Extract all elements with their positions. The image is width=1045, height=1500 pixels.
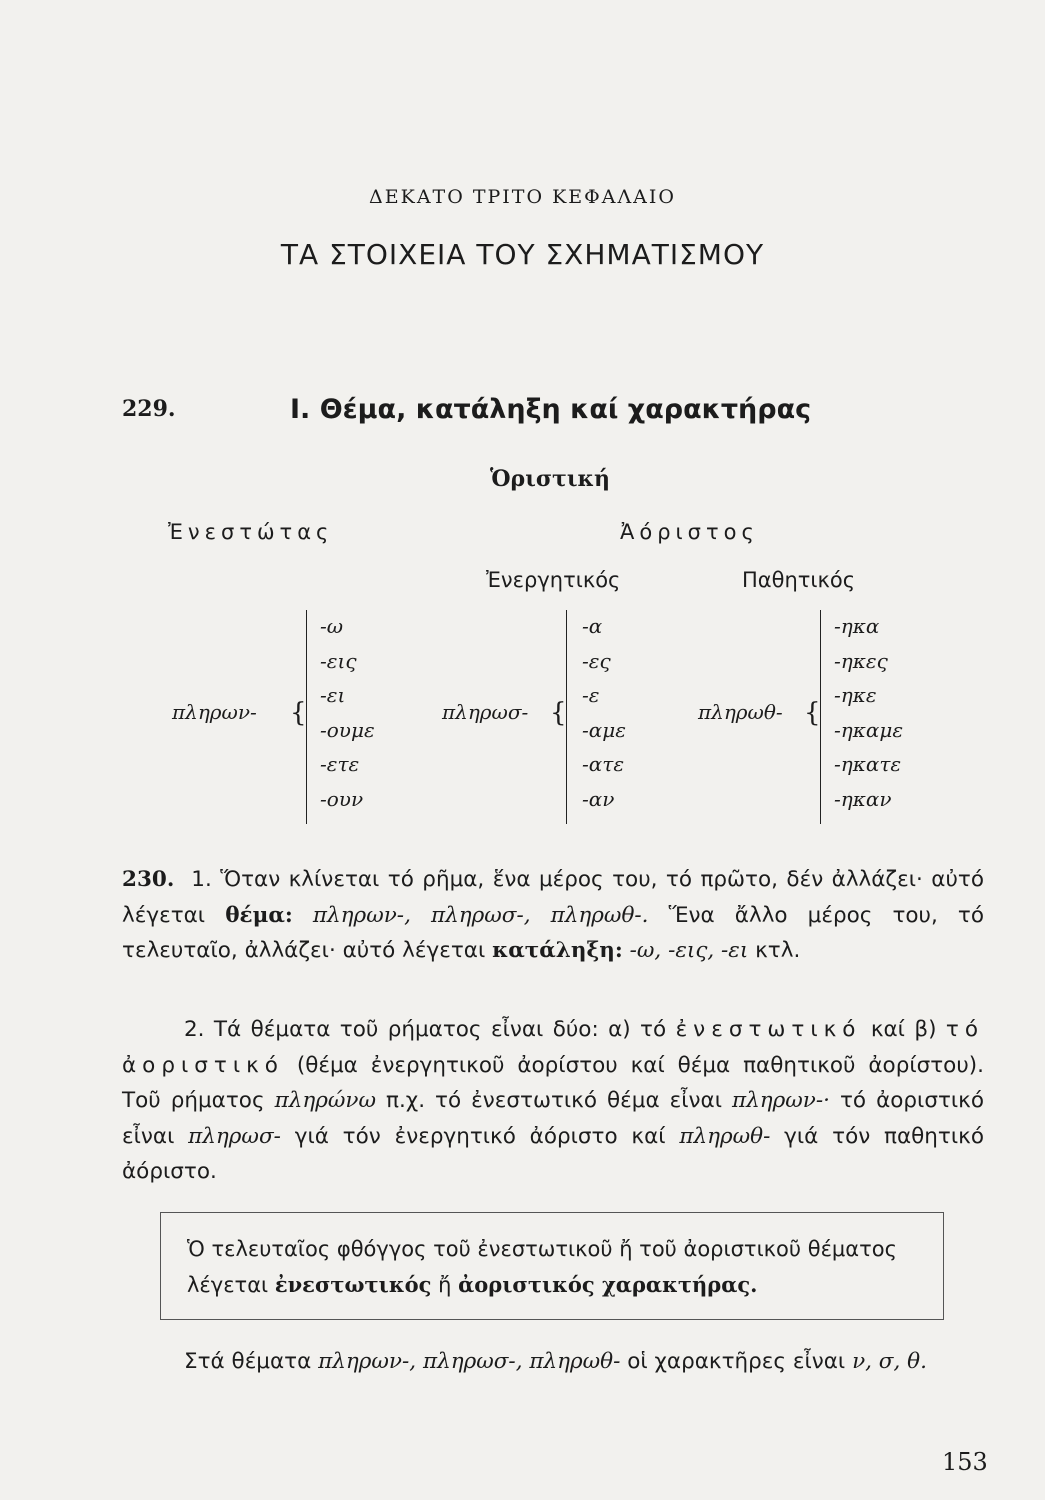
present-stem: πληρων- (172, 700, 257, 724)
chapter-title: ΤΑ ΣΤΟΙΧΕΙΑ ΤΟΥ ΣΧΗΜΑΤΙΣΜΟΥ (280, 238, 765, 271)
present-header: Ἐνεστώτας (168, 520, 334, 544)
term-aorist-character: ἀοριστικός χαρακτήρας. (458, 1272, 758, 1297)
paragraph-230-1: 230. 1. Ὅταν κλίνεται τό ρῆμα, ἕνα μέρος του, τό πρῶτο, δέν ἀλλάζει· αὐτό λέγεται θέμα: πληρων-, πληρωσ-, πληρωθ-. Ἕνα ἄλλο μέρος του, τό τελευταῖο, ἀλλάζει· αὐτό λέγεται κατάληξη: -ω, -εις, -ει κτλ. (122, 867, 985, 963)
aorist-passive-endings (834, 612, 903, 819)
section-number-229: 229. (122, 396, 176, 422)
ending: -ατε (582, 752, 625, 776)
brace-tip: { (550, 698, 567, 728)
ending: -ε (582, 683, 600, 707)
rule-box: Ὁ τελευταῖος φθόγγος τοῦ ἐνεστωτικοῦ ἤ τοῦ ἀοριστικοῦ θέματος λέγεται ἐνεστωτικός ἤ ἀοριστικός χαρακτήρας. (160, 1212, 944, 1320)
page-number: 153 (942, 1448, 988, 1476)
active-header: Ἐνεργητικός (486, 568, 621, 592)
aorist-active-endings (582, 612, 626, 819)
section-title: Ι. Θέμα, κατάληξη καί χαρακτήρας (290, 394, 812, 425)
aorist-active-stem: πληρωσ- (442, 700, 529, 724)
ending: -ω (320, 614, 344, 638)
aorist-passive-stem: πληρωθ- (698, 700, 783, 724)
brace-tip: { (804, 698, 821, 728)
ending: -ουν (320, 786, 364, 811)
section-number-230: 230. (122, 867, 175, 892)
mood-header: Ὁριστική (490, 466, 610, 492)
term-stem: θέμα: (225, 902, 293, 928)
ending: -εις (320, 648, 357, 673)
ending: -ηκα (834, 614, 880, 638)
paragraph-230-2: 2. Τά θέματα τοῦ ρήματος εἶναι δύο: α) τό ἐνεστωτικό καί β) τό ἀοριστικό (θέμα ἐνεργητικοῦ ἀορίστου καί θέμα παθητικοῦ ἀορίστου). Τοῦ ρήματος πληρώνω π.χ. τό ἐνεστωτικό θέμα εἶναι πληρων-· τό ἀοριστικό εἶναι πληρωσ- γιά τόν ἐνεργητικό ἀόριστο καί πληρωθ- γιά τόν παθητικό ἀόριστο. (122, 1017, 984, 1184)
ending: -α (582, 614, 603, 638)
chapter-label: ΔΕΚΑΤΟ ΤΡΙΤΟ ΚΕΦΑΛΑΙΟ (369, 186, 676, 208)
ending: -ηκαμε (834, 717, 904, 742)
term-present-character: ἐνεστωτικός (274, 1272, 432, 1297)
ending: -αν (582, 786, 615, 811)
brace-tip: { (290, 698, 307, 728)
spaced-term: τό ἀοριστικό (122, 1017, 984, 1078)
passive-header: Παθητικός (742, 568, 856, 592)
aorist-header: Ἀόριστος (620, 520, 759, 544)
present-endings (320, 612, 375, 819)
term-ending: κατάληξη: (492, 938, 623, 963)
ending: -ουμε (320, 717, 375, 742)
ending: -ηκε (834, 683, 877, 707)
ending: -ηκες (834, 648, 888, 673)
ending: -ηκαν (834, 786, 892, 811)
ending: -ετε (320, 752, 360, 776)
ending: -αμε (582, 717, 626, 742)
paragraph-characters: Στά θέματα πληρων-, πληρωσ-, πληρωθ- οἱ χαρακτῆρες εἶναι ν, σ, θ. (184, 1349, 927, 1374)
ending: -ει (320, 683, 346, 707)
ending: -ες (582, 648, 611, 673)
spaced-term: ἐνεστωτικό (675, 1017, 862, 1042)
ending: -ηκατε (834, 752, 902, 776)
